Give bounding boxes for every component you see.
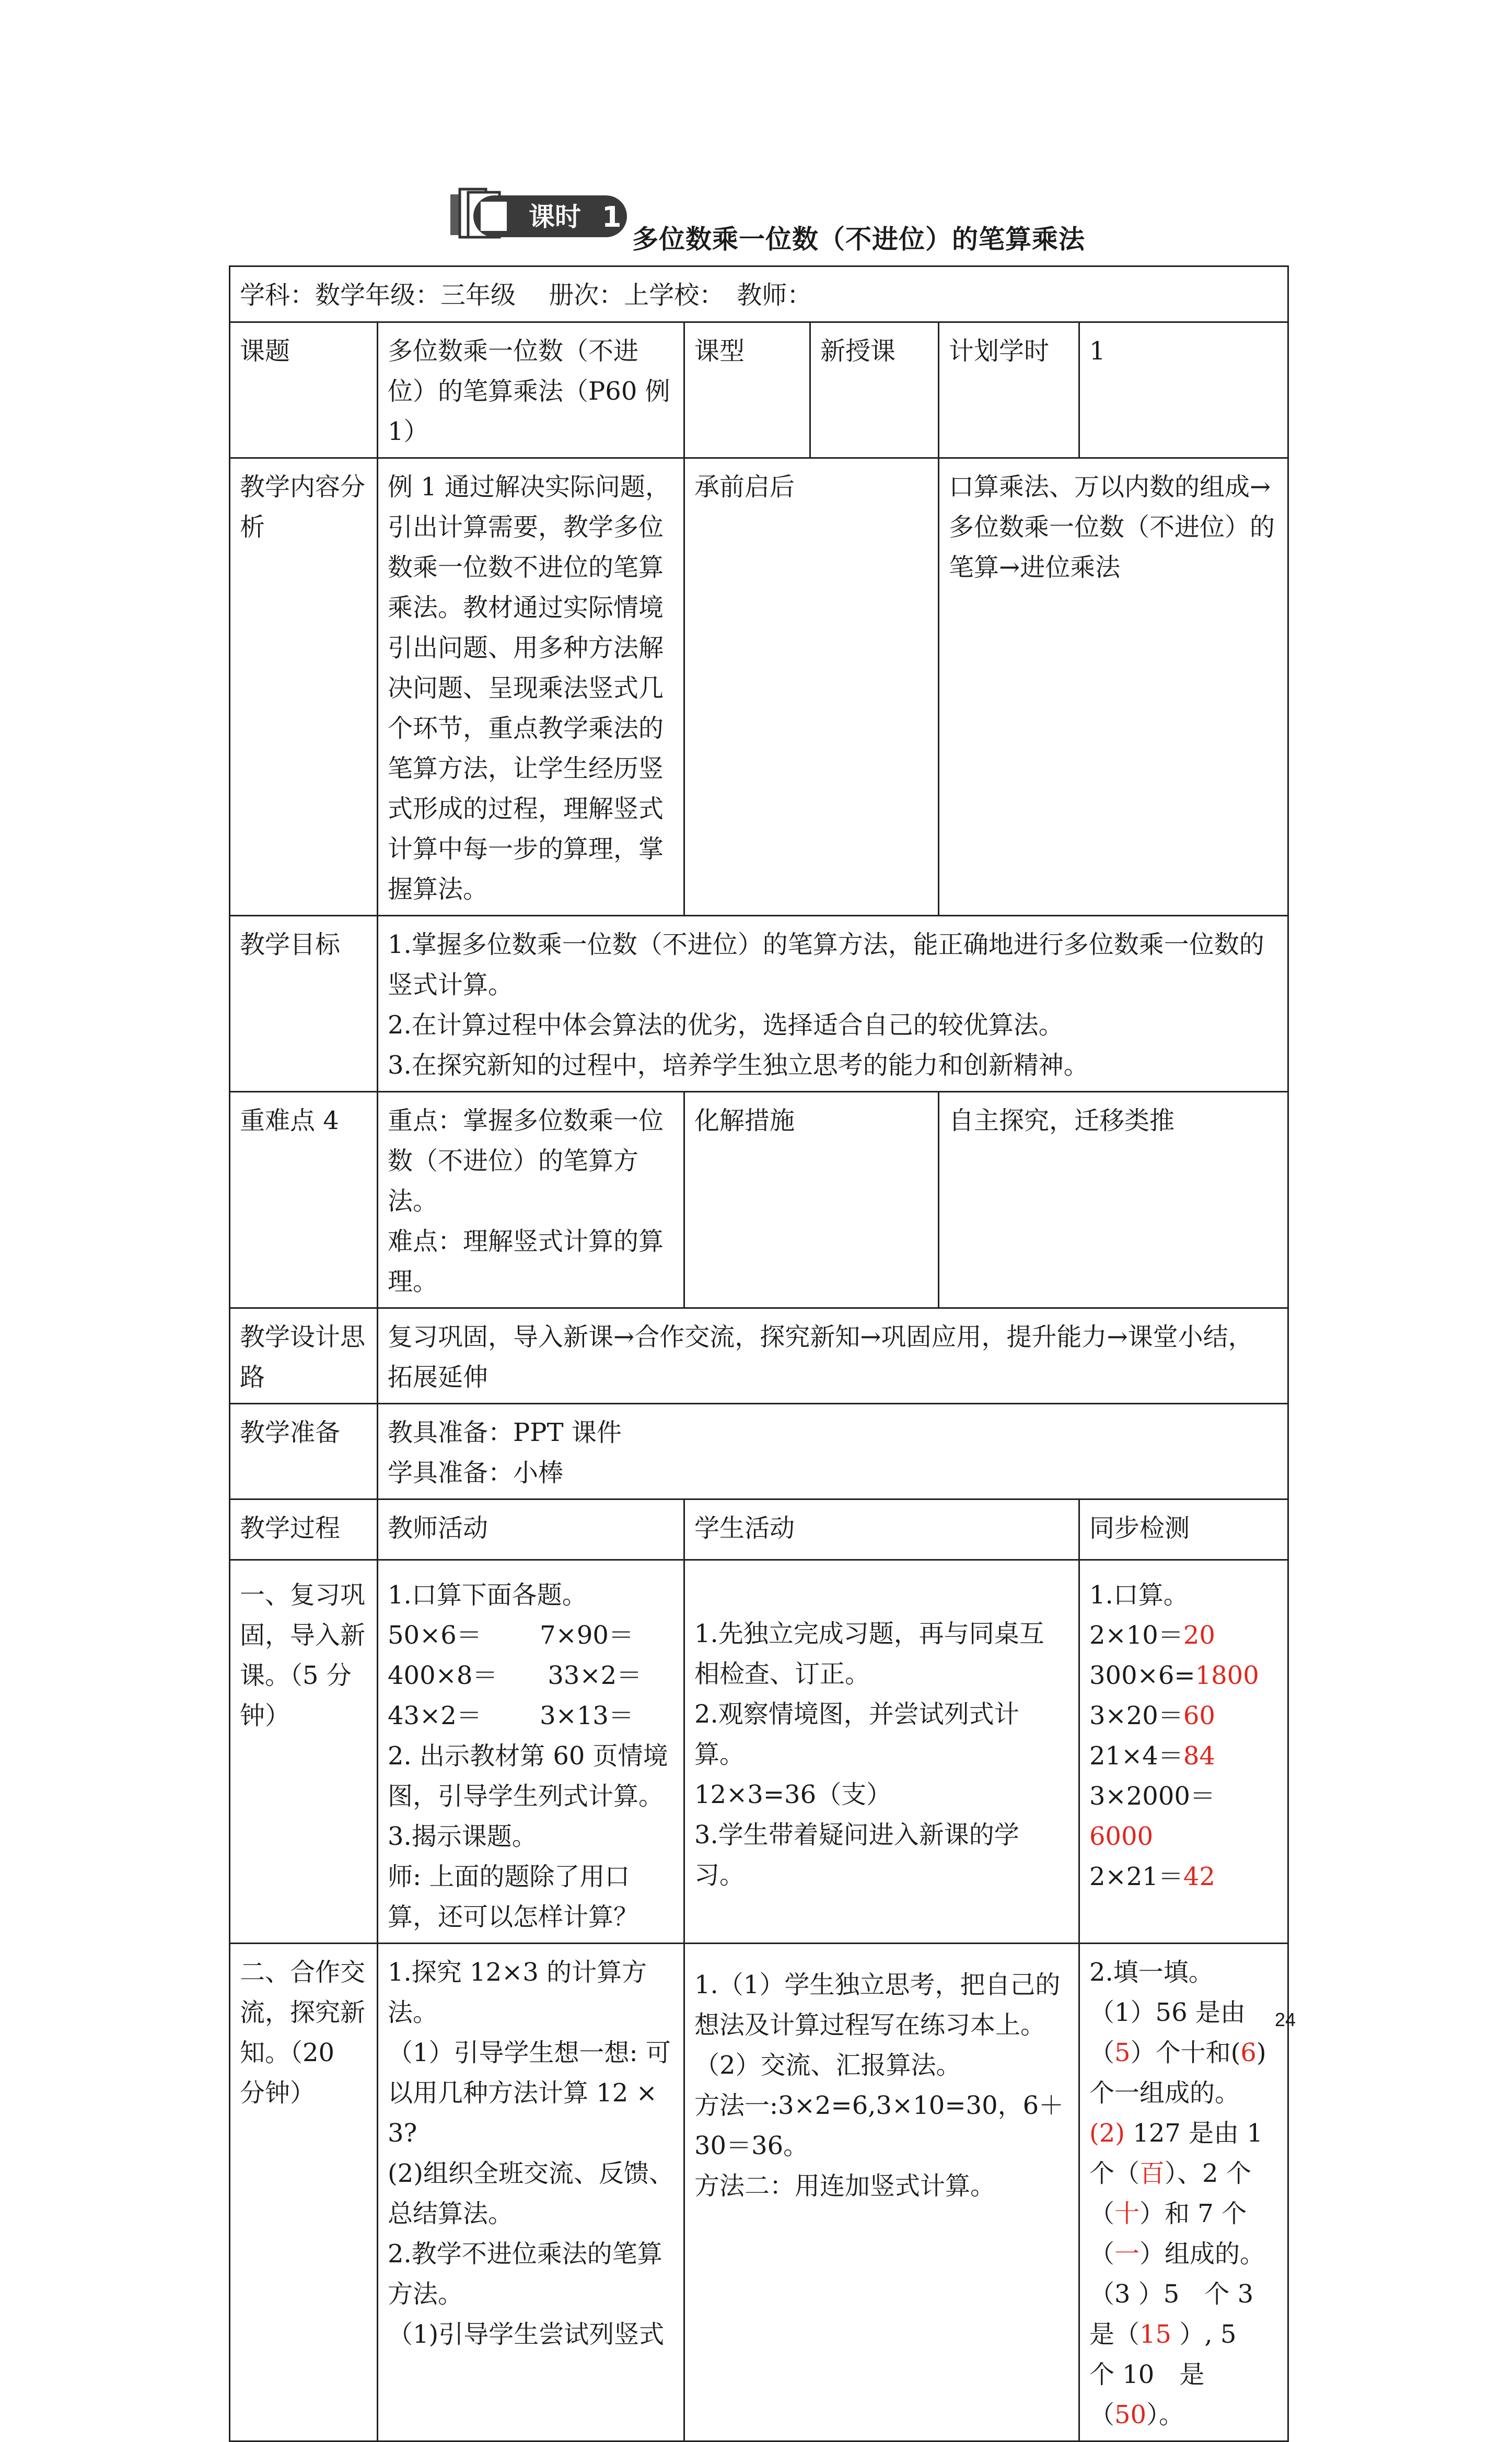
stage1-check-title: 1.口算。 [1089,1580,1189,1610]
analysis-content: 例 1 通过解决实际问题，引出计算需要，教学多位数乘一位数不进位的笔算乘法。教材通过实际情境引出问题、用多种方法解决问题、呈现乘法竖式几个环节，重点教学乘法的笔算方法，让学生经历竖式形成的过程，理解竖式计算中每一步的算理，掌握算法。 [378,458,684,916]
type-label: 课型 [684,322,810,458]
stage2-student [684,1944,1079,2441]
stage1-teacher-line: 50×6＝ 7×90＝ [388,1621,634,1650]
key-point: 重点：掌握多位数乘一位数（不进位）的笔算方法。 [388,1106,664,1216]
stage2-teacher [378,1944,684,2441]
stage1-check [1079,1560,1288,1944]
info-cell: 学科：数学年级：三年级 册次：上学校： 教师： [230,266,1288,322]
stage2-teacher-line: 1.探究 12×3 的计算方法。 [388,1958,647,2027]
difficult-point: 难点：理解竖式计算的算理。 [388,1227,664,1296]
measure-value: 自主探究，迁移类推 [939,1092,1288,1308]
prep-content [378,1404,1288,1499]
stage1-teacher-line: 1.口算下面各题。 [388,1580,587,1610]
check-header: 同步检测 [1079,1499,1288,1560]
hours-value: 1 [1079,322,1288,458]
check-item: 3×2000＝6000 [1089,1782,1215,1851]
check-item: 3×20＝60 [1089,1701,1215,1730]
lesson-badge-icon [450,187,627,242]
analysis-row [230,458,1288,916]
stage2-teacher-line: (2)组织全班交流、反馈、总结算法。 [388,2159,674,2228]
page-number: 24 [1275,2009,1296,2030]
analysis-label: 教学内容分析 [230,458,378,916]
check-item: 2×10＝20 [1089,1621,1215,1650]
stage2-row [230,1944,1288,2441]
topic-row [230,322,1288,458]
key-points-row [230,1092,1288,1308]
fill-item: （1）56 是由（5）个十和(6)个一组成的。 [1089,1998,1266,2108]
stage1-teacher-line: 师: 上面的题除了用口算，还可以怎样计算？ [388,1862,639,1932]
stage1-teacher-line: 43×2＝ 3×13＝ [388,1701,634,1730]
svg-text:1: 1 [602,201,622,234]
design-row [230,1308,1288,1404]
stage1-student [684,1560,1079,1944]
fill-item: （3 ）5 个 3 是（15 ）, 5 个 10 是（50）。 [1089,2280,1279,2429]
topic-value: 多位数乘一位数（不进位）的笔算乘法（P60 例 1） [378,322,684,458]
stage2-check-title: 2.填一填。 [1089,1958,1214,1987]
stage1-student-line: 3.学生带着疑问进入新课的学习。 [694,1820,1019,1890]
goals-content [378,916,1288,1092]
goal-item: 2.在计算过程中体会算法的优劣，选择适合自己的较优算法。 [388,1010,1064,1040]
type-value: 新授课 [810,322,939,458]
design-label: 教学设计思路 [230,1308,378,1404]
stage1-teacher-line: 400×8＝ 33×2＝ [388,1661,642,1690]
link-value: 口算乘法、万以内数的组成→多位数乘一位数（不进位）的笔算→进位乘法 [939,458,1288,916]
goal-item: 1.掌握多位数乘一位数（不进位）的笔算方法，能正确地进行多位数乘一位数的竖式计算。 [388,930,1264,999]
stage1-teacher-line: 3.揭示课题。 [388,1822,537,1851]
fill-item: (2) 127 是由 1 个（百）、2 个（十）和 7 个（一）组成的。 [1089,2119,1265,2269]
goals-label: 教学目标 [230,916,378,1092]
key-points-label: 重难点 4 [230,1092,378,1308]
stage1-student-line: 2.观察情境图，并尝试列式计算。 [694,1700,1019,1769]
process-label: 教学过程 [230,1499,378,1560]
process-header-row [230,1499,1288,1560]
stage1-teacher-line: 2. 出示教材第 60 页情境图，引导学生列式计算。 [388,1741,668,1811]
lesson-title: 多位数乘一位数（不进位）的笔算乘法 [632,224,1085,254]
design-value: 复习巩固，导入新课→合作交流，探究新知→巩固应用，提升能力→课堂小结，拓展延伸 [378,1308,1288,1404]
stage2-student-line: 方法二：用连加竖式计算。 [694,2171,996,2201]
stage1-row [230,1560,1288,1944]
topic-label: 课题 [230,322,378,458]
stage2-check [1079,1944,1288,2441]
stage2-student-line: （2）交流、汇报算法。 [694,2051,961,2080]
check-item: 300×6=1800 [1089,1661,1259,1690]
link-label: 承前启后 [684,458,939,916]
stage1-teacher [378,1560,684,1944]
svg-text:课时: 课时 [529,202,581,232]
stage2-label: 二、合作交流，探究新知。（20 分钟） [230,1944,378,2441]
prep-student: 学具准备：小棒 [388,1458,564,1487]
prep-row [230,1404,1288,1499]
student-activity-header: 学生活动 [684,1499,1079,1560]
goals-row [230,916,1288,1092]
stage2-student-line: 方法一:3×2=6,3×10=30，6＋30＝36。 [694,2091,1064,2160]
prep-label: 教学准备 [230,1404,378,1499]
teacher-activity-header: 教师活动 [378,1499,684,1560]
lesson-plan-table [229,265,1289,2442]
key-points-content [378,1092,684,1308]
stage1-student-line: 1.先独立完成习题，再与同桌互相检查、订正。 [694,1619,1044,1689]
measure-label: 化解措施 [684,1092,939,1308]
prep-teacher: 教具准备：PPT 课件 [388,1418,622,1447]
goal-item: 3.在探究新知的过程中，培养学生独立思考的能力和创新精神。 [388,1051,1089,1080]
check-item: 2×21＝42 [1089,1862,1215,1891]
stage1-student-line: 12×3=36（支） [694,1780,892,1809]
stage2-student-line: 1.（1）学生独立思考，把自己的想法及计算过程写在练习本上。 [694,1970,1061,2040]
stage2-teacher-line: （1)引导学生尝试列竖式 [388,2320,665,2349]
stage2-teacher-line: （1）引导学生想一想: 可以用几种方法计算 12 × 3? [388,2038,671,2148]
check-item: 21×4＝84 [1089,1741,1215,1771]
stage2-teacher-line: 2.教学不进位乘法的笔算方法。 [388,2239,662,2309]
hours-label: 计划学时 [939,322,1079,458]
info-row [230,266,1288,322]
stage1-label: 一、复习巩固，导入新课。（5 分钟） [230,1560,378,1944]
